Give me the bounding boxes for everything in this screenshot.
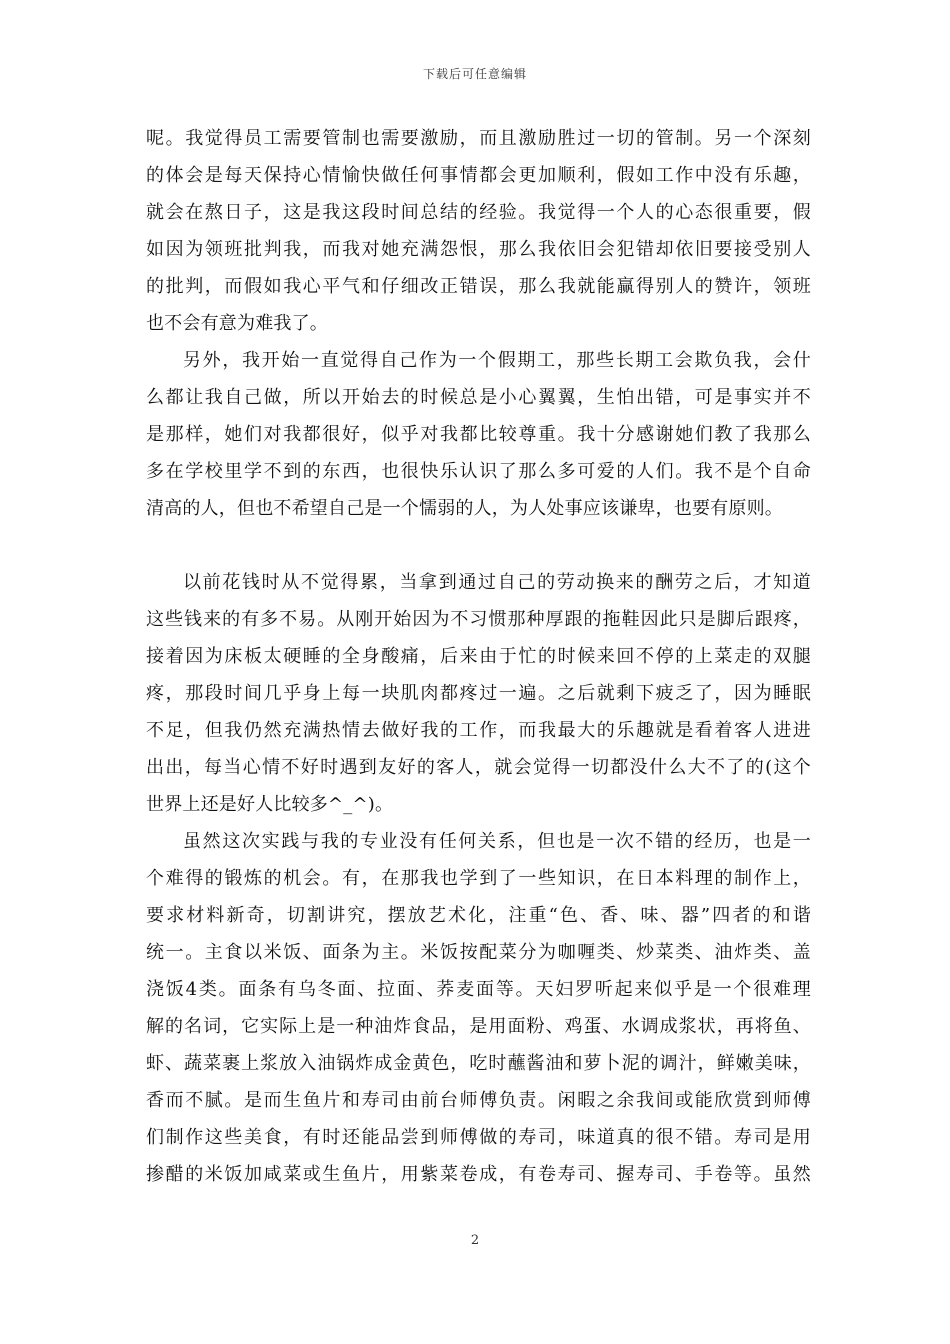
text-line: 的批判，而假如我心平气和仔细改正错误，那么我就能赢得别人的赞许，领班 xyxy=(146,276,811,297)
paragraph xyxy=(146,120,811,342)
text-line: 个难得的锻炼的机会。有，在那我也学到了一些知识，在日本料理的制作上， xyxy=(146,868,811,889)
text-line: 以前花钱时从不觉得累，当拿到通过自己的劳动换来的酬劳之后，才知道 xyxy=(183,572,811,593)
text-line: 香而不腻。是而生鱼片和寿司由前台师傅负责。闲暇之余我间或能欣赏到师傅 xyxy=(146,1090,811,1111)
page-number: 2 xyxy=(470,1233,480,1248)
text-line: 的体会是每天保持心情愉快做任何事情都会更加顺利，假如工作中没有乐趣， xyxy=(146,165,811,186)
document-body xyxy=(146,120,811,1193)
text-line: 要求材料新奇，切割讲究，摆放艺术化，注重“色、香、味、器”四者的和谐 xyxy=(146,905,811,926)
text-line: 是那样，她们对我都很好，似乎对我都比较尊重。我十分感谢她们教了我那么 xyxy=(146,424,811,445)
text-line: 浇饭4类。面条有乌冬面、拉面、荞麦面等。天妇罗听起来似乎是一个很难理 xyxy=(146,979,811,1000)
text-line: 也不会有意为难我了。 xyxy=(146,313,328,334)
paragraph xyxy=(146,342,811,527)
text-line: 出出，每当心情不好时遇到友好的客人，就会觉得一切都没什么大不了的(这个 xyxy=(146,757,811,778)
paragraph-spacer xyxy=(146,527,811,564)
text-line: 清高的人，但也不希望自己是一个懦弱的人，为人处事应该谦卑，也要有原则。 xyxy=(146,498,783,519)
page-header: 下载后可任意编辑 xyxy=(422,67,527,81)
text-line: 就会在熬日子，这是我这段时间总结的经验。我觉得一个人的心态很重要，假 xyxy=(146,202,811,223)
text-line: 如因为领班批判我，而我对她充满怨恨，那么我依旧会犯错却依旧要接受别人 xyxy=(146,239,811,260)
text-line: 解的名词，它实际上是一种油炸食品，是用面粉、鸡蛋、水调成浆状，再将鱼、 xyxy=(146,1016,811,1037)
text-line: 么都让我自己做，所以开始去的时候总是小心翼翼，生怕出错，可是事实并不 xyxy=(146,387,811,408)
text-line: 这些钱来的有多不易。从刚开始因为不习惯那种厚跟的拖鞋因此只是脚后跟疼， xyxy=(146,609,811,630)
text-line: 世界上还是好人比较多^_^)。 xyxy=(146,794,394,815)
text-line: 疼，那段时间几乎身上每一块肌肉都疼过一遍。之后就剩下疲乏了，因为睡眠 xyxy=(146,683,811,704)
text-line: 呢。我觉得员工需要管制也需要激励，而且激励胜过一切的管制。另一个深刻 xyxy=(146,128,811,149)
text-line: 虾、蔬菜裹上浆放入油锅炸成金黄色，吃时蘸酱油和萝卜泥的调汁，鲜嫩美味， xyxy=(146,1053,811,1074)
paragraph xyxy=(146,823,811,1193)
text-line: 们制作这些美食，有时还能品尝到师傅做的寿司，味道真的很不错。寿司是用 xyxy=(146,1127,811,1148)
text-line: 多在学校里学不到的东西，也很快乐认识了那么多可爱的人们。我不是个自命 xyxy=(146,461,811,482)
paragraph xyxy=(146,564,811,823)
text-line: 不足，但我仍然充满热情去做好我的工作，而我最大的乐趣就是看着客人进进 xyxy=(146,720,811,741)
text-line: 统一。主食以米饭、面条为主。米饭按配菜分为咖喱类、炒菜类、油炸类、盖 xyxy=(146,942,811,963)
text-line: 掺醋的米饭加咸菜或生鱼片，用紫菜卷成，有卷寿司、握寿司、手卷等。虽然 xyxy=(146,1164,811,1185)
text-line: 虽然这次实践与我的专业没有任何关系，但也是一次不错的经历，也是一 xyxy=(183,831,811,852)
text-line: 接着因为床板太硬睡的全身酸痛，后来由于忙的时候来回不停的上菜走的双腿 xyxy=(146,646,811,667)
text-line: 另外，我开始一直觉得自己作为一个假期工，那些长期工会欺负我，会什 xyxy=(183,350,811,371)
